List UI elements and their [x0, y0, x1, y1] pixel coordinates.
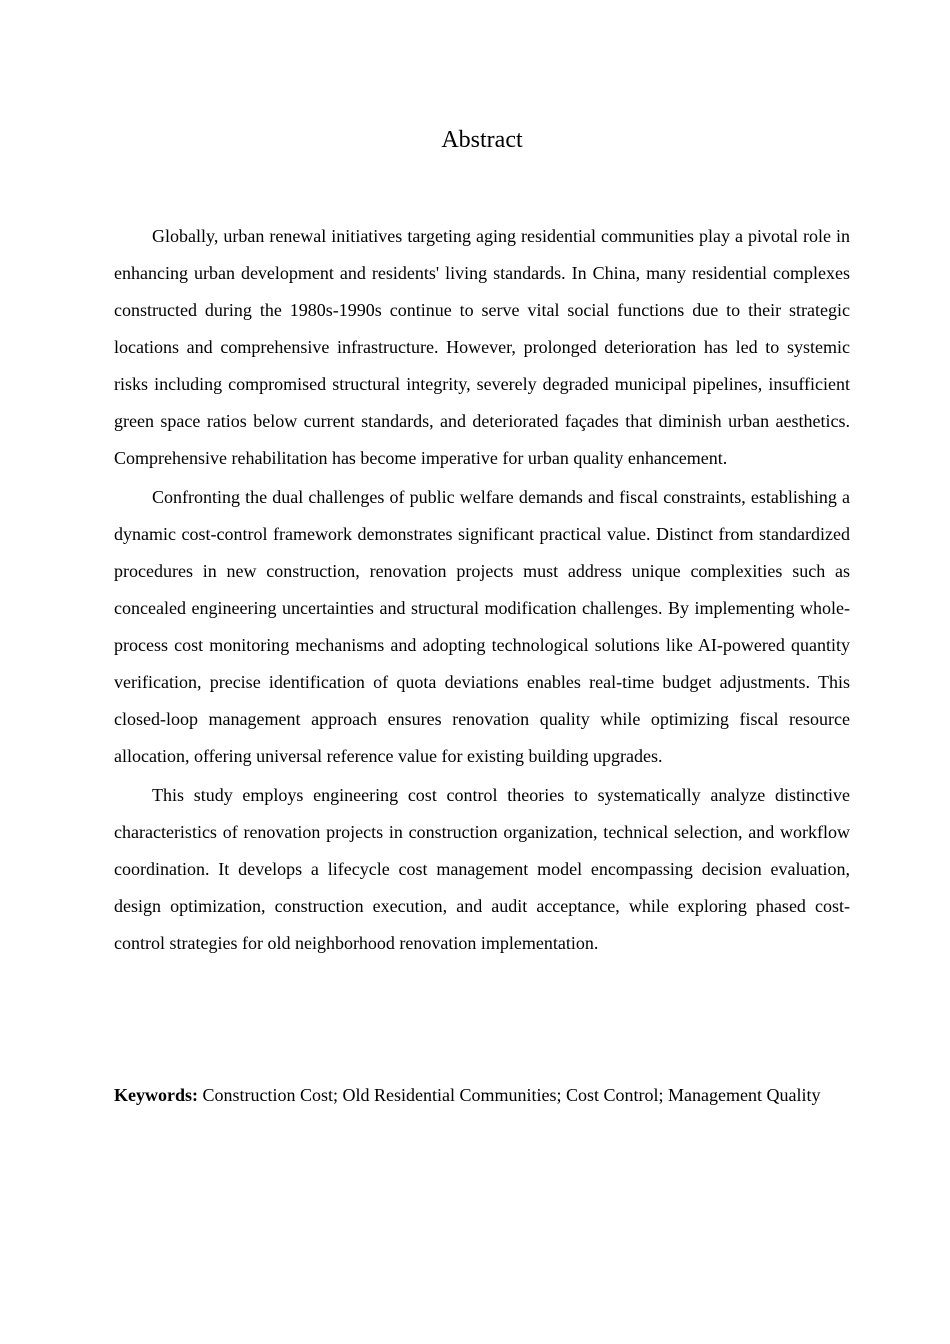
keywords-label: Keywords: — [114, 1085, 198, 1105]
keywords-text: Construction Cost; Old Residential Communities; Cost Control; Management Quality — [202, 1085, 821, 1105]
abstract-paragraph-2: Confronting the dual challenges of public welfare demands and fiscal constraints, establishing a dynamic cost-control framework demonstrates significant practical value. Distinct from standardized procedures in new construction, renovation projects must address unique complexities such as concealed engineering uncertainties and structural modification challenges. By implementing whole-process cost monitoring mechanisms and adopting technological solutions like AI-powered quantity verification, precise identification of quota deviations enables real-time budget adjustments. This closed-loop management approach ensures renovation quality while optimizing fiscal resource allocation, offering universal reference value for existing building upgrades. — [114, 487, 850, 766]
abstract-paragraph-1: Globally, urban renewal initiatives targeting aging residential communities play a pivotal role in enhancing urban development and residents' living standards. In China, many residential complexes constructed during the 1980s-1990s continue to serve vital social functions due to their strategic locations and comprehensive infrastructure. However, prolonged deterioration has led to systemic risks including compromised structural integrity, severely degraded municipal pipelines, insufficient green space ratios below current standards, and deteriorated façades that diminish urban aesthetics. Comprehensive rehabilitation has become imperative for urban quality enhancement. — [114, 226, 850, 468]
abstract-body — [114, 218, 850, 964]
page-title: Abstract — [441, 127, 523, 153]
abstract-paragraph-3: This study employs engineering cost control theories to systematically analyze distinctive characteristics of renovation projects in construction organization, technical selection, and workflow coordination. It develops a lifecycle cost management model encompassing decision evaluation, design optimization, construction execution, and audit acceptance, while exploring phased cost-control strategies for old neighborhood renovation implementation. — [114, 785, 850, 953]
keywords-line — [114, 1077, 850, 1114]
